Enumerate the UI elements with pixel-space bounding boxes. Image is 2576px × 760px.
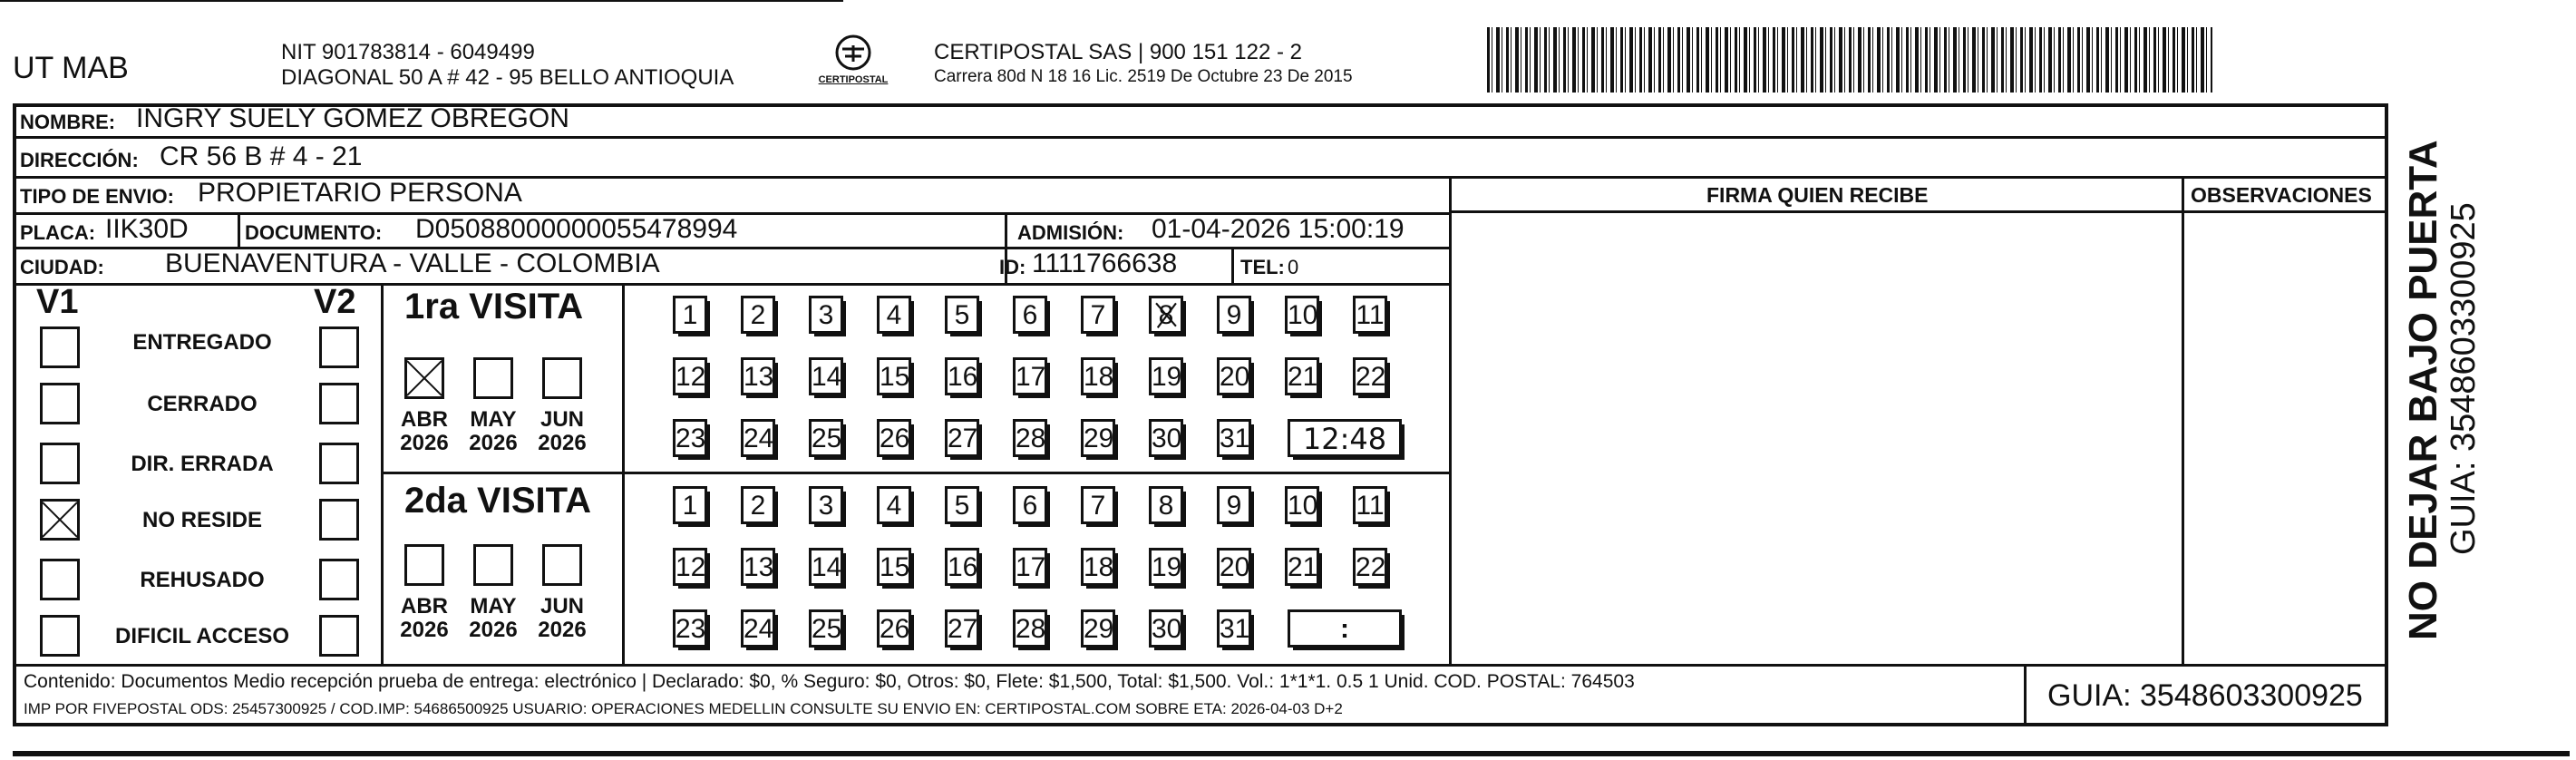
day-number: 29 <box>1084 424 1114 453</box>
day-number: 14 <box>812 552 842 582</box>
day-box[interactable] <box>673 486 707 524</box>
day-box[interactable] <box>945 548 979 586</box>
month-label <box>464 595 522 642</box>
day-number: 6 <box>1022 491 1038 521</box>
day-box[interactable] <box>1013 357 1047 395</box>
visit-sep <box>381 472 1451 474</box>
day-number: 5 <box>954 300 970 330</box>
footer-guia: GUIA: 3548603300925 <box>2047 678 2363 713</box>
v1-checkbox[interactable] <box>40 499 80 541</box>
day-box[interactable] <box>1217 296 1251 334</box>
documento-label: DOCUMENTO: <box>245 221 383 244</box>
id-label: ID: <box>999 256 1026 278</box>
sender-address: DIAGONAL 50 A # 42 - 95 BELLO ANTIOQUIA <box>281 65 734 90</box>
day-number: 10 <box>1288 300 1318 330</box>
month-year: 2026 <box>469 618 518 642</box>
day-box[interactable] <box>945 419 979 457</box>
footer-guia-sep <box>2024 664 2027 726</box>
day-box[interactable] <box>1149 486 1183 524</box>
v2-checkbox[interactable] <box>319 383 359 424</box>
observaciones-label: OBSERVACIONES <box>2191 183 2372 207</box>
ciudad-label: CIUDAD: <box>20 256 104 278</box>
month-checkbox[interactable] <box>542 357 582 399</box>
barcode <box>1487 27 2212 93</box>
day-number: 22 <box>1356 362 1386 392</box>
day-box[interactable] <box>1081 486 1115 524</box>
visit2-time-value: : <box>1340 614 1349 644</box>
day-number: 20 <box>1220 362 1250 392</box>
day-box[interactable] <box>1353 296 1387 334</box>
sender-name: UT MAB <box>13 51 129 85</box>
v1-checkbox[interactable] <box>40 383 80 424</box>
day-box[interactable] <box>1149 296 1183 334</box>
day-number: 2 <box>750 491 766 521</box>
day-box[interactable] <box>877 609 911 648</box>
month-checkbox[interactable] <box>473 357 513 399</box>
day-box[interactable] <box>673 419 707 457</box>
day-number: 16 <box>948 362 978 392</box>
day-number: 13 <box>744 552 774 582</box>
documento-value: D05088000000055478994 <box>415 214 738 244</box>
status-option-label: REHUSADO <box>140 568 265 592</box>
day-box[interactable] <box>1081 357 1115 395</box>
month-label <box>533 595 591 642</box>
month-checkbox[interactable] <box>404 544 444 586</box>
day-box[interactable] <box>945 486 979 524</box>
id-value: 1111766638 <box>1032 248 1178 278</box>
v1-checkbox[interactable] <box>40 443 80 484</box>
day-number: 9 <box>1226 491 1242 521</box>
row-line-5 <box>13 283 1451 286</box>
visit1-time-value: 12:48 <box>1302 422 1387 456</box>
day-box[interactable] <box>1013 296 1047 334</box>
day-number: 31 <box>1220 424 1250 453</box>
day-box[interactable] <box>1149 419 1183 457</box>
nombre-value: INGRY SUELY GOMEZ OBREGON <box>136 103 569 133</box>
day-box[interactable] <box>877 486 911 524</box>
day-box[interactable] <box>1149 609 1183 648</box>
month-checkbox[interactable] <box>473 544 513 586</box>
day-box[interactable] <box>1353 548 1387 586</box>
visit1-time[interactable] <box>1288 419 1402 457</box>
month-year: 2026 <box>400 431 449 455</box>
day-number: 23 <box>676 424 706 453</box>
day-number: 8 <box>1158 300 1174 330</box>
certipostal-logo <box>812 33 894 91</box>
day-box[interactable] <box>1013 419 1047 457</box>
day-number: 10 <box>1288 491 1318 521</box>
month-year: 2026 <box>538 431 587 455</box>
day-box[interactable] <box>673 357 707 395</box>
day-box[interactable] <box>809 548 843 586</box>
day-box[interactable] <box>673 548 707 586</box>
day-box[interactable] <box>1013 548 1047 586</box>
month-name: MAY <box>470 407 517 432</box>
day-number: 25 <box>812 424 842 453</box>
day-number: 11 <box>1356 300 1385 330</box>
admision-value: 01-04-2026 15:00:19 <box>1152 214 1405 244</box>
day-box[interactable] <box>945 609 979 648</box>
footer-line <box>13 664 2388 667</box>
day-box[interactable] <box>1081 609 1115 648</box>
day-box[interactable] <box>809 357 843 395</box>
month-label <box>464 408 522 455</box>
v2-label: V2 <box>314 283 356 321</box>
day-box[interactable] <box>1013 609 1047 648</box>
month-label <box>533 408 591 455</box>
month-sep <box>622 283 625 666</box>
day-box[interactable] <box>1149 548 1183 586</box>
day-number: 23 <box>676 614 706 644</box>
v1-checkbox[interactable] <box>40 326 80 368</box>
top-border <box>0 0 843 2</box>
day-number: 8 <box>1158 491 1174 521</box>
sig-left-line <box>1449 176 1452 666</box>
day-number: 19 <box>1152 552 1182 582</box>
month-year: 2026 <box>469 431 518 455</box>
visit2-title: 2da VISITA <box>404 481 591 521</box>
day-box[interactable] <box>741 609 775 648</box>
day-box[interactable] <box>945 357 979 395</box>
day-number: 26 <box>880 424 910 453</box>
v1-checkbox[interactable] <box>40 559 80 600</box>
day-box[interactable] <box>877 548 911 586</box>
footer-contenido: Contenido: Documentos Medio recepción prueba de entrega: electrónico | Declarado: $0, % Seguro: $0, Otros: $0, Flete: $1,500, Total: $1,500. Vol.: 1*1*1. 0.5 1 Unid. COD. POSTAL: 764503 <box>24 671 1635 692</box>
status-sep <box>381 283 384 666</box>
day-number: 24 <box>744 614 774 644</box>
day-number: 4 <box>886 300 902 330</box>
day-box[interactable] <box>877 419 911 457</box>
day-number: 4 <box>886 491 902 521</box>
row-line-1 <box>13 136 2388 139</box>
day-number: 26 <box>880 614 910 644</box>
month-name: MAY <box>470 594 517 619</box>
day-number: 15 <box>880 362 910 392</box>
day-box[interactable] <box>1217 609 1251 648</box>
day-box[interactable] <box>1081 548 1115 586</box>
month-label <box>395 595 453 642</box>
month-name: ABR <box>401 594 448 619</box>
month-year: 2026 <box>538 618 587 642</box>
day-number: 28 <box>1016 614 1046 644</box>
day-number: 22 <box>1356 552 1386 582</box>
sig-mid-line <box>2182 176 2184 666</box>
day-number: 1 <box>682 491 698 521</box>
day-number: 17 <box>1016 362 1046 392</box>
day-box[interactable] <box>673 296 707 334</box>
day-box[interactable] <box>1217 548 1251 586</box>
side-warning: NO DEJAR BAJO PUERTA <box>2401 140 2445 640</box>
visit2-time[interactable] <box>1288 609 1402 648</box>
day-number: 16 <box>948 552 978 582</box>
direccion-label: DIRECCIÓN: <box>20 149 139 171</box>
day-number: 29 <box>1084 614 1114 644</box>
day-box[interactable] <box>741 357 775 395</box>
firma-label: FIRMA QUIEN RECIBE <box>1706 183 1929 207</box>
day-number: 12 <box>676 362 706 392</box>
day-box[interactable] <box>1149 357 1183 395</box>
month-checkbox[interactable] <box>404 357 444 399</box>
day-number: 24 <box>744 424 774 453</box>
direccion-value: CR 56 B # 4 - 21 <box>160 141 363 171</box>
ciudad-value: BUENAVENTURA - VALLE - COLOMBIA <box>165 248 660 278</box>
v2-checkbox[interactable] <box>319 499 359 541</box>
day-box[interactable] <box>1081 296 1115 334</box>
day-box[interactable] <box>809 609 843 648</box>
month-name: JUN <box>540 594 584 619</box>
day-number: 19 <box>1152 362 1182 392</box>
day-box[interactable] <box>741 486 775 524</box>
visit1-title: 1ra VISITA <box>404 287 584 326</box>
day-box[interactable] <box>1217 357 1251 395</box>
admision-label: ADMISIÓN: <box>1017 221 1124 244</box>
day-number: 17 <box>1016 552 1046 582</box>
v2-checkbox[interactable] <box>319 326 359 368</box>
placa-value: IIK30D <box>105 214 189 244</box>
day-box[interactable] <box>1013 486 1047 524</box>
day-box[interactable] <box>1285 296 1319 334</box>
v1-checkbox[interactable] <box>40 615 80 657</box>
side-guia: GUIA: 3548603300925 <box>2445 202 2483 555</box>
day-number: 14 <box>812 362 842 392</box>
sig-header-line <box>1449 210 2388 213</box>
tipo-envio-value: PROPIETARIO PERSONA <box>198 178 522 208</box>
footer-imp: IMP POR FIVEPOSTAL ODS: 25457300925 / COD.IMP: 54686500925 USUARIO: OPERACIONES MEDELLIN CONSULTE SU ENVIO EN: CERTIPOSTAL.COM SOBRE ETA: 2026-04-03 D+2 <box>24 700 1343 717</box>
v2-checkbox[interactable] <box>319 615 359 657</box>
day-number: 28 <box>1016 424 1046 453</box>
day-number: 30 <box>1152 614 1182 644</box>
day-number: 15 <box>880 552 910 582</box>
status-option-label: NO RESIDE <box>141 508 263 532</box>
placa-label: PLACA: <box>20 221 96 244</box>
day-number: 18 <box>1084 552 1114 582</box>
placa-sep <box>238 212 240 248</box>
day-box[interactable] <box>1285 548 1319 586</box>
month-label <box>395 408 453 455</box>
month-checkbox[interactable] <box>542 544 582 586</box>
status-option-label: DIR. ERRADA <box>131 452 274 476</box>
day-box[interactable] <box>1217 486 1251 524</box>
day-number: 2 <box>750 300 766 330</box>
day-box[interactable] <box>741 419 775 457</box>
carrier-line: CERTIPOSTAL SAS | 900 151 122 - 2 <box>934 40 1302 64</box>
carrier-address: Carrera 80d N 18 16 Lic. 2519 De Octubre 23 De 2015 <box>934 67 1353 86</box>
day-number: 31 <box>1220 614 1250 644</box>
v2-checkbox[interactable] <box>319 443 359 484</box>
month-name: ABR <box>401 407 448 432</box>
day-number: 27 <box>948 614 978 644</box>
status-option-label: ENTREGADO <box>132 330 272 355</box>
day-number: 18 <box>1084 362 1114 392</box>
day-number: 1 <box>682 300 698 330</box>
day-number: 30 <box>1152 424 1182 453</box>
day-box[interactable] <box>1353 486 1387 524</box>
day-number: 21 <box>1288 552 1318 582</box>
day-box[interactable] <box>945 296 979 334</box>
day-number: 11 <box>1356 491 1385 521</box>
month-year: 2026 <box>400 618 449 642</box>
day-number: 5 <box>954 491 970 521</box>
bottom-border <box>13 751 2570 756</box>
id-sep <box>1231 247 1234 283</box>
tipo-envio-label: TIPO DE ENVIO: <box>20 185 174 208</box>
day-box[interactable] <box>1285 357 1319 395</box>
status-option-label: CERRADO <box>147 392 258 416</box>
day-number: 7 <box>1090 300 1106 330</box>
day-box[interactable] <box>741 296 775 334</box>
day-box[interactable] <box>1217 419 1251 457</box>
day-box[interactable] <box>1081 419 1115 457</box>
day-box[interactable] <box>1285 486 1319 524</box>
day-box[interactable] <box>809 419 843 457</box>
day-number: 13 <box>744 362 774 392</box>
day-number: 6 <box>1022 300 1038 330</box>
day-number: 12 <box>676 552 706 582</box>
status-option-label: DIFICIL ACCESO <box>114 624 289 648</box>
day-box[interactable] <box>877 357 911 395</box>
day-box[interactable] <box>809 486 843 524</box>
nombre-label: NOMBRE: <box>20 111 116 133</box>
day-number: 27 <box>948 424 978 453</box>
v1-label: V1 <box>36 283 79 321</box>
tel-value: 0 <box>1288 256 1299 278</box>
sender-nit: NIT 901783814 - 6049499 <box>281 40 535 64</box>
day-number: 25 <box>812 614 842 644</box>
day-number: 21 <box>1288 362 1318 392</box>
day-number: 9 <box>1226 300 1242 330</box>
v2-checkbox[interactable] <box>319 559 359 600</box>
month-name: JUN <box>540 407 584 432</box>
day-number: 7 <box>1090 491 1106 521</box>
day-number: 3 <box>818 491 834 521</box>
day-number: 20 <box>1220 552 1250 582</box>
day-box[interactable] <box>877 296 911 334</box>
day-box[interactable] <box>809 296 843 334</box>
day-mark-icon <box>1152 298 1181 331</box>
day-box[interactable] <box>673 609 707 648</box>
day-box[interactable] <box>741 548 775 586</box>
day-number: 3 <box>818 300 834 330</box>
day-box[interactable] <box>1353 357 1387 395</box>
logo-text: CERTIPOSTAL <box>818 74 889 85</box>
tel-label: TEL: <box>1240 256 1285 278</box>
